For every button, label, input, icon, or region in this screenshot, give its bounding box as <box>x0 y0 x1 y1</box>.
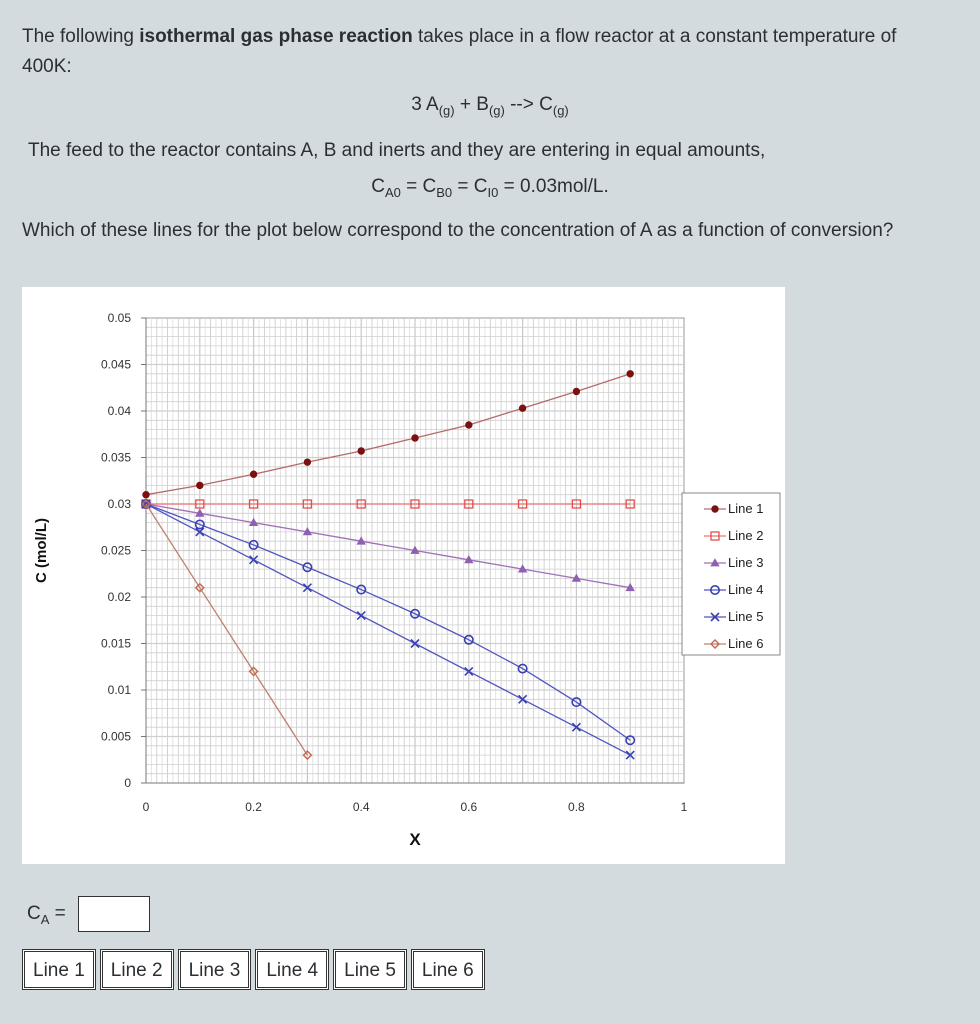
y-tick-label: 0 <box>124 776 131 790</box>
legend-line-4-label: Line 4 <box>728 582 764 597</box>
line-1-point <box>412 435 418 441</box>
choice-line-1-wrap <box>22 949 96 990</box>
line-1-point <box>143 492 149 498</box>
y-tick-label: 0.005 <box>100 729 131 744</box>
chart-svg <box>22 287 785 864</box>
feed-concentrations: $C_{A0} = C_{B0} = C_{I0} = 0.03mol/L$. <box>371 176 609 200</box>
x-tick-label: 0 <box>142 800 150 814</box>
line-1-point <box>358 448 364 454</box>
line-1-point <box>197 482 203 488</box>
legend-line-2-label: Line 2 <box>728 528 764 543</box>
choice-line-4[interactable]: Line 4 <box>257 951 327 988</box>
legend-line-6-label: Line 6 <box>728 636 764 651</box>
answer-choices <box>22 949 485 990</box>
x-tick-label: 0.2 <box>245 800 262 814</box>
y-tick-label: 0.04 <box>107 404 131 418</box>
answer-label: $C_A$ = <box>27 903 66 927</box>
question-prompt: Which of these lines for the plot below correspond to the concentration of A as a function of conversion? <box>22 220 894 241</box>
line-1-point <box>250 471 256 477</box>
y-tick-label: 0.045 <box>100 357 131 372</box>
choice-line-1[interactable]: Line 1 <box>24 951 94 988</box>
x-tick-label: 1 <box>680 800 688 814</box>
y-tick-label: 0.025 <box>100 543 131 558</box>
reaction-emphasis: isothermal gas phase reaction <box>139 26 413 47</box>
y-axis-title: C (mol/L) <box>33 518 50 583</box>
line-1-point <box>466 422 472 428</box>
legend-line-3-label: Line 3 <box>728 555 764 570</box>
choice-line-3[interactable]: Line 3 <box>180 951 250 988</box>
y-tick-label: 0.015 <box>100 636 131 651</box>
x-tick-label: 0.4 <box>352 800 370 814</box>
y-tick-label: 0.05 <box>107 311 131 325</box>
line-1-point <box>573 388 579 394</box>
legend-line-1-label: Line 1 <box>728 501 764 516</box>
y-tick-label: 0.01 <box>107 683 131 697</box>
legend-line-5-label: Line 5 <box>728 609 764 624</box>
choice-line-6[interactable]: Line 6 <box>413 951 483 988</box>
choice-line-5[interactable]: Line 5 <box>335 951 405 988</box>
line-1-point <box>304 459 310 465</box>
choice-line-3-wrap <box>178 949 252 990</box>
x-tick-label: 0.8 <box>568 800 585 814</box>
x-axis-title: X <box>409 830 421 849</box>
concentration-chart <box>22 287 785 864</box>
y-tick-label: 0.02 <box>107 590 131 604</box>
answer-drop-box[interactable] <box>78 896 150 932</box>
choice-line-2[interactable]: Line 2 <box>102 951 172 988</box>
choice-line-6-wrap <box>411 949 485 990</box>
line-1-point <box>627 371 633 377</box>
reaction-equation: 3 $A_{(g)} + B_{(g)}$ --> $C_{(g)}$ <box>411 94 569 118</box>
y-tick-label: 0.03 <box>107 497 131 511</box>
question-intro: The following isothermal gas phase reaction takes place in a flow reactor at a constant temperature of 400K: <box>22 26 897 77</box>
legend-line-1-marker <box>712 506 718 512</box>
feed-description: The feed to the reactor contains A, B and inerts and they are entering in equal amounts, <box>28 140 766 161</box>
line-1-point <box>519 405 525 411</box>
choice-line-4-wrap <box>255 949 329 990</box>
y-tick-label: 0.035 <box>100 450 131 465</box>
choice-line-5-wrap <box>333 949 407 990</box>
legend-box <box>682 493 780 655</box>
x-tick-label: 0.6 <box>460 800 478 814</box>
choice-line-2-wrap <box>100 949 174 990</box>
